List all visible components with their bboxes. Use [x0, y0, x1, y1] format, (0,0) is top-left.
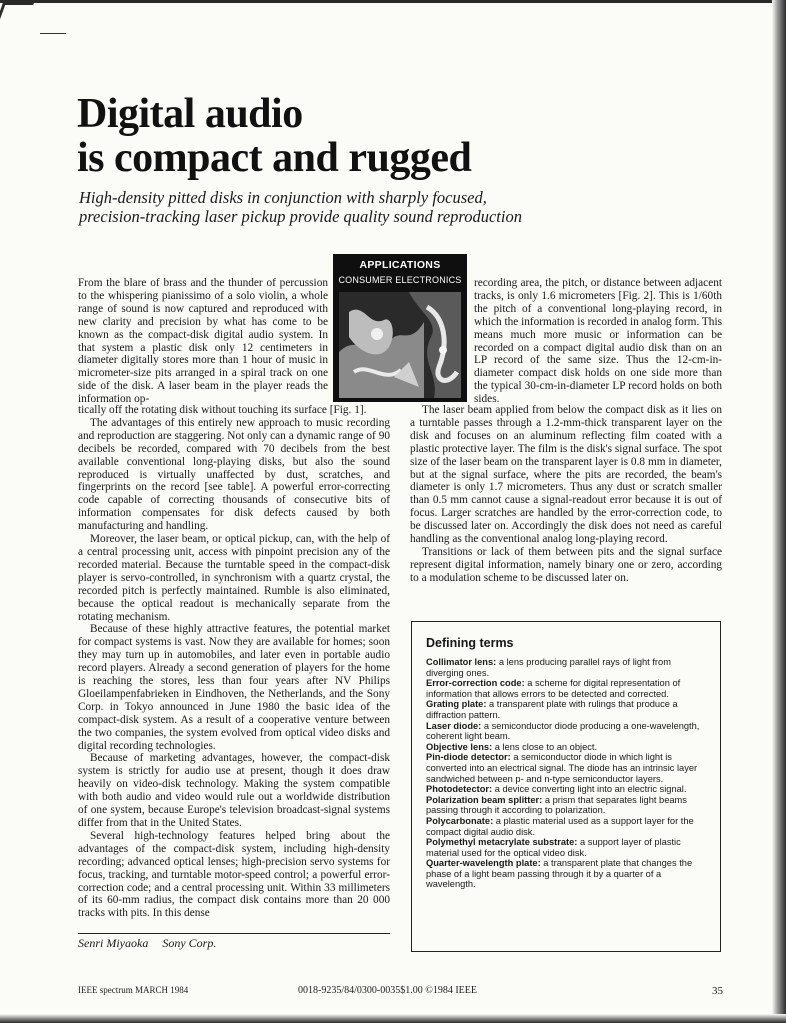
term-name: Polycarbonate: [426, 815, 494, 826]
margin-tick [40, 33, 66, 34]
article-title [77, 92, 637, 180]
defining-term [426, 657, 708, 678]
badge-artwork [339, 292, 461, 398]
term-definition: a semiconductor diode in which light is converted into an electrical signal. The diode has an intrinsic layer sandwiched between p- and n-type semiconductor layers. [426, 752, 698, 784]
term-name: Collimator lens: [426, 657, 497, 667]
term-name: Grating plate: [426, 699, 487, 710]
paragraph-marketing: Because of marketing advantages, however, the compact-disk system is strictly for audio use at present, though it does draw heavily on video-disk technology. Making the system compatible with both audio and video would rule out a worldwide distribution of one system, because Europe's television broadcast-signal systems differ from that in the United States. [78, 752, 390, 829]
author-name: Senri Miyaoka [78, 936, 149, 950]
term-definition: a transparent plate that changes the phase of a light beam passing through it by a quarter of a wavelength. [426, 858, 693, 890]
applications-badge [333, 254, 467, 402]
paragraph-market: Because of these highly attractive features, the potential market for compact systems is vast. Now they are available for homes; soon they may turn up in automobiles, and later even in portable audio record players. Already a second generation of players for the home is reaching the stores, less than four years after NV Philips Gloeilampenfabrieken in Eindhoven, the Netherlands, and the Sony Corp. in Tokyo announced in June 1980 the basic idea of the compact-disk system. As a result of a cooperative venture between the two companies, the system evolved from optical video disks and digital recording technologies. [78, 623, 390, 752]
defining-terms-box [411, 621, 721, 952]
defining-term [426, 837, 708, 858]
paragraph-intro-end: tically off the rotating disk without touching its surface [Fig. 1]. [78, 404, 367, 416]
corner-mark [0, 3, 34, 19]
column-right-main [410, 404, 722, 585]
column-right-top [474, 277, 722, 406]
footer-journal: IEEE spectrum MARCH 1984 [78, 985, 189, 995]
defining-term [426, 721, 708, 742]
footer-code: 0018-9235/84/0300-0035$1.00 ©1984 IEEE [298, 985, 477, 996]
paragraph-intro: From the blare of brass and the thunder of percussion to the whispering pianissimo of a solo violin, a whole range of sound is now captured and reproduced with new clarity and precision by what has come to be known as the compact-disk digital audio system. In that system a plastic disk only 12 centimeters in diameter digitally stores more than 1 hour of music in micrometer-size pits arranged in a spiral track on one side of the disk. A laser beam in the player reads the information op- [78, 277, 328, 406]
term-definition: a transparent plate with rulings that produce a diffraction pattern. [426, 699, 678, 720]
term-name: Polymethyl metacrylate substrate: [426, 837, 578, 848]
badge-title: APPLICATIONS [359, 259, 441, 271]
subtitle-line-1: High-density pitted disks in conjunction with sharply focused, [79, 188, 487, 207]
defining-term [426, 752, 708, 784]
article-subtitle [79, 188, 679, 226]
term-definition: a prism that separates light beams passing through it according to polarization. [426, 794, 687, 816]
term-name: Photodetector: [426, 784, 493, 795]
defining-term [426, 742, 708, 753]
title-line-1: Digital audio [77, 91, 303, 137]
term-definition: a device converting light into an electric signal. [494, 784, 687, 795]
defining-term [426, 678, 708, 699]
scan-edge-top [0, 0, 786, 3]
term-name: Objective lens: [426, 741, 493, 752]
byline [78, 933, 390, 951]
badge-subtitle: CONSUMER ELECTRONICS [338, 275, 462, 285]
term-name: Pin-diode detector: [426, 752, 511, 763]
term-name: Error-correction code: [426, 678, 525, 689]
term-definition: a plastic material used as a support layer for the compact digital audio disk. [426, 815, 694, 837]
defining-term [426, 858, 708, 890]
defining-term [426, 816, 708, 837]
defining-term [426, 795, 708, 816]
paragraph-features: Several high-technology features helped bring about the advantages of the compact-disk system, including high-density recording; advanced optical lenses; high-precision servo systems for focus, tracking, and turntable motor-speed control; a powerful error-correction code; and a central processing unit. Within 33 millimeters of its 60-mm radius, the compact disk contains more than 20 000 tracks with pits. In this dense [78, 829, 390, 920]
column-left-main [78, 404, 390, 920]
defining-terms-list [426, 657, 708, 890]
author-affiliation: Sony Corp. [162, 936, 217, 950]
scan-edge-right [772, 0, 786, 1023]
paragraph-laser-pickup: Moreover, the laser beam, or optical pickup, can, with the help of a central processing unit, access with pinpoint precision any of the recorded material. Because the turntable speed in the compact-disk player is servo-controlled, in synchronism with a quartz crystal, the recorded pitch is perfectly maintained. Rumble is also eliminated, because the optical readout is mechanically separate from the rotating mechanism. [78, 533, 390, 623]
term-name: Polarization beam splitter: [426, 794, 543, 805]
term-name: Laser diode: [426, 720, 482, 731]
defining-terms-title: Defining terms [426, 636, 514, 650]
paragraph-transitions: Transitions or lack of them between pits and the signal surface represent digital information, namely binary one or zero, according to a modulation scheme to be discussed later on. [410, 545, 722, 584]
subtitle-line-2: precision-tracking laser pickup provide quality sound reproduction [79, 207, 522, 226]
term-definition: a lens producing parallel rays of light from diverging ones. [426, 657, 671, 678]
term-definition: a semiconductor diode producing a one-wavelength, coherent light beam. [426, 720, 700, 742]
defining-term [426, 699, 708, 720]
paragraph-advantages: The advantages of this entirely new approach to music recording and reproduction are staggering. Not only can a dynamic range of 90 decibels be recorded, compared with 70 decibels from the best available conventional long-playing disks, but also the sound reproduced is virtually unaffected by dust, scratches, and fingerprints on the record [see table]. A powerful error-correcting code capable of correcting thousands of consecutive bits of information compensates for disk defects caused by both manufacturing and handling. [78, 416, 390, 533]
term-definition: a lens close to an object. [494, 741, 598, 752]
title-line-2: is compact and rugged [77, 135, 472, 181]
paragraph-laser-beam: The laser beam applied from below the compact disk as it lies on a turntable passes through a 1.2-mm-thick transparent layer on the disk and focuses on an aluminum reflecting film coated with a plastic protective layer. The film is the disk's signal surface. The spot size of the laser beam on the transparent layer is 0.8 mm in diameter, but at the signal surface, where the pits are recorded, the beam's diameter is only 1.7 micrometers. Thus any dust or scratch smaller than 0.5 mm cannot cause a signal-readout error because it is out of focus. Larger scratches are handled by the error-correction code, to be discussed later on. Accordingly the disk does not need as careful handling as the conventional analog long-playing record. [410, 404, 722, 546]
defining-term [426, 784, 708, 795]
column-left-top [78, 277, 328, 406]
page-number: 35 [712, 985, 723, 997]
term-definition: a support layer of plastic material used for the optical video disk. [426, 837, 681, 858]
paragraph-track-pitch: recording area, the pitch, or distance between adjacent tracks, is only 1.6 micrometers [Fig. 2]. This is 1/60th the pitch of a conventional long-playing record, in which the information is recorded in analog form. This means much more music or information can be recorded on a compact digital audio disk than on an LP record of the same size. Thus the 12-cm-in-diameter compact disk holds on one side more than the typical 30-cm-in-diameter LP record holds on both sides. [474, 277, 722, 406]
term-name: Quarter-wavelength plate: [426, 858, 541, 869]
term-definition: a scheme for digital representation of information that allows errors to be detected and corrected. [426, 678, 681, 699]
scan-edge-bottom [0, 1014, 786, 1023]
